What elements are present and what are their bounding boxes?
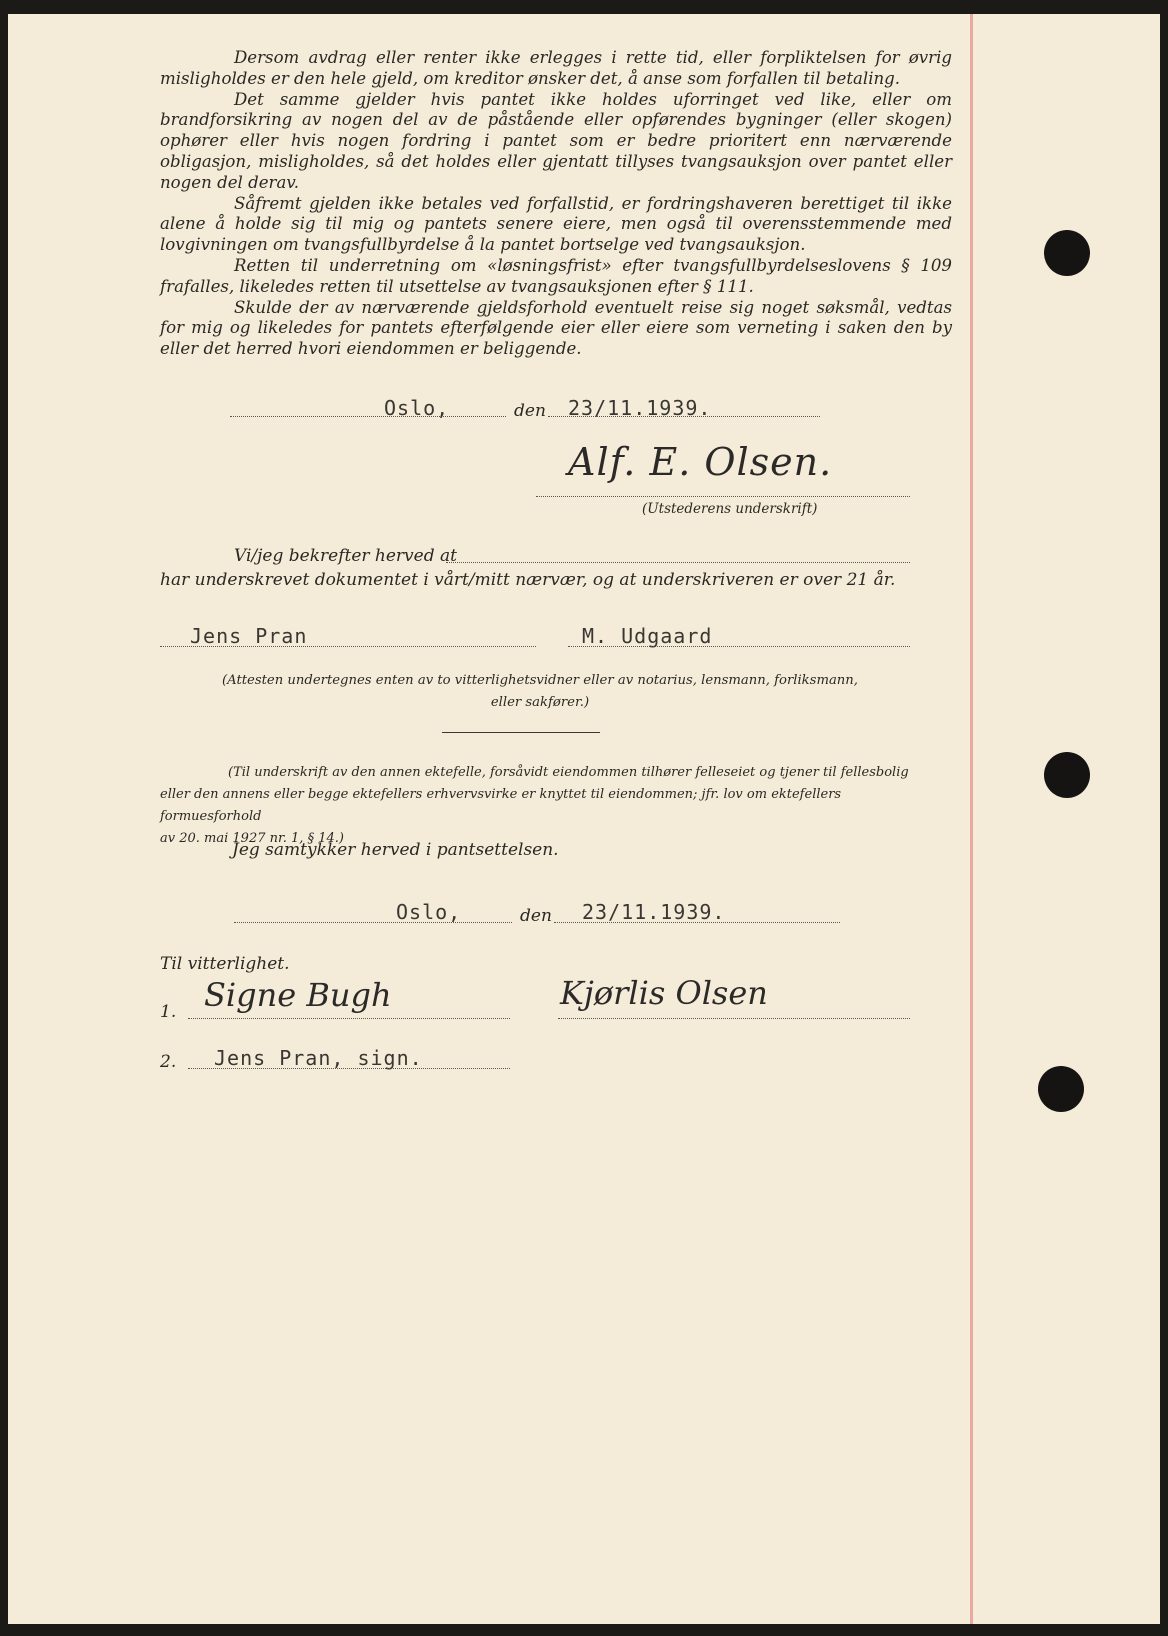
place: Oslo, bbox=[384, 396, 450, 420]
til-vitterlighet: Til vitterlighet. bbox=[160, 954, 290, 974]
dotted-line bbox=[568, 646, 910, 647]
dotted-line bbox=[230, 416, 506, 417]
spouse-note-line-2: eller den annens eller begge ektefellers erhvervsvirke er knyttet til eiendommen; jfr. lov om ektefellers formuesforhold bbox=[160, 787, 842, 824]
document-page bbox=[8, 14, 1160, 1624]
terms-text bbox=[160, 48, 952, 360]
witness-2: M. Udgaard bbox=[582, 624, 713, 648]
paragraph-default: Dersom avdrag eller renter ikke erlegges i rette tid, eller forpliktelsen for øvrig misligholdes er den hele gjeld, om kreditor ønsker det, å anse som forfallen til betaling. bbox=[160, 48, 952, 88]
dotted-line bbox=[558, 1018, 910, 1019]
attest-note bbox=[160, 670, 920, 714]
date: 23/11.1939. bbox=[568, 396, 712, 420]
margin-line bbox=[970, 14, 973, 1624]
confirm-line-2: har underskrevet dokumentet i vårt/mitt nærvær, og at underskriveren er over 21 år. bbox=[160, 570, 896, 590]
dotted-line bbox=[188, 1018, 510, 1019]
den-label: den bbox=[520, 906, 552, 926]
spouse-note-line-1: (Til underskrift av den annen ektefelle, forsåvidt eiendommen tilhører felleseiet og tjener til fellesbolig bbox=[228, 765, 909, 780]
paragraph-maturity: Såfremt gjelden ikke betales ved forfallstid, er fordringshaveren berettiget til ikke alene å holde sig til mig og pantets senere eiere, men også til overensstemmende med lovgivningen om tvangsfullbyrdelse å la pantet bortselge ved tvangsauksjon. bbox=[160, 193, 952, 255]
paragraph-property: Det samme gjelder hvis pantet ikke holdes uforringet ved like, eller om brandforsikring av nogen del av de påstående eller opførendes bygninger (eller skogen) ophører eller hvis nogen fordring i pantet som er bedre prioritert enn nærværende obligasjon, misligholdes, så det holdes eller gjentatt tillyses tvangsauksjon over pantet eller nogen del derav. bbox=[160, 89, 952, 192]
attest-note-line-2: eller sakfører.) bbox=[490, 695, 590, 710]
separator bbox=[442, 732, 600, 733]
punch-hole bbox=[1038, 1066, 1084, 1112]
spouse-note bbox=[160, 762, 920, 850]
dotted-line bbox=[234, 922, 512, 923]
confirm-line-1: Vi/jeg bekrefter herved at bbox=[234, 546, 457, 566]
witness-signature-1: Signe Bugh bbox=[204, 976, 392, 1014]
attest-note-line-1: (Attesten undertegnes enten av to vitterlighetsvidner eller av notarius, lensmann, forliksmann, bbox=[222, 673, 858, 688]
witness-1: Jens Pran bbox=[190, 624, 308, 648]
dotted-line bbox=[446, 562, 910, 563]
spouse-signature: Kjørlis Olsen bbox=[560, 974, 768, 1012]
spouse-note-line-3: av 20. mai 1927 nr. 1, § 14.) bbox=[160, 831, 344, 846]
dotted-line bbox=[188, 1068, 510, 1069]
den-label: den bbox=[514, 401, 546, 421]
dotted-line bbox=[160, 646, 536, 647]
punch-hole bbox=[1044, 752, 1090, 798]
witness-2-typed: Jens Pran, sign. bbox=[214, 1046, 423, 1070]
witness-num-1: 1. bbox=[160, 1002, 177, 1022]
punch-hole bbox=[1044, 230, 1090, 276]
dotted-line bbox=[536, 496, 910, 497]
consent-text: Jeg samtykker herved i pantsettelsen. bbox=[232, 840, 559, 860]
issuer-signature: Alf. E. Olsen. bbox=[568, 440, 833, 484]
place: Oslo, bbox=[396, 900, 462, 924]
date: 23/11.1939. bbox=[582, 900, 726, 924]
signature-caption: (Utstederens underskrift) bbox=[642, 501, 818, 517]
witness-num-2: 2. bbox=[160, 1052, 177, 1072]
paragraph-notice: Retten til underretning om «løsningsfrist» efter tvangsfullbyrdelseslovens § 109 frafalles, likeledes retten til utsettelse av tvangsauksjonen efter § 111. bbox=[160, 255, 952, 296]
paragraph-venue: Skulde der av nærværende gjeldsforhold eventuelt reise sig noget søksmål, vedtas for mig og likeledes for pantets efterfølgende eier eller eiere som verneting i saken den by eller det herred hvori eiendommen er beliggende. bbox=[160, 297, 952, 359]
